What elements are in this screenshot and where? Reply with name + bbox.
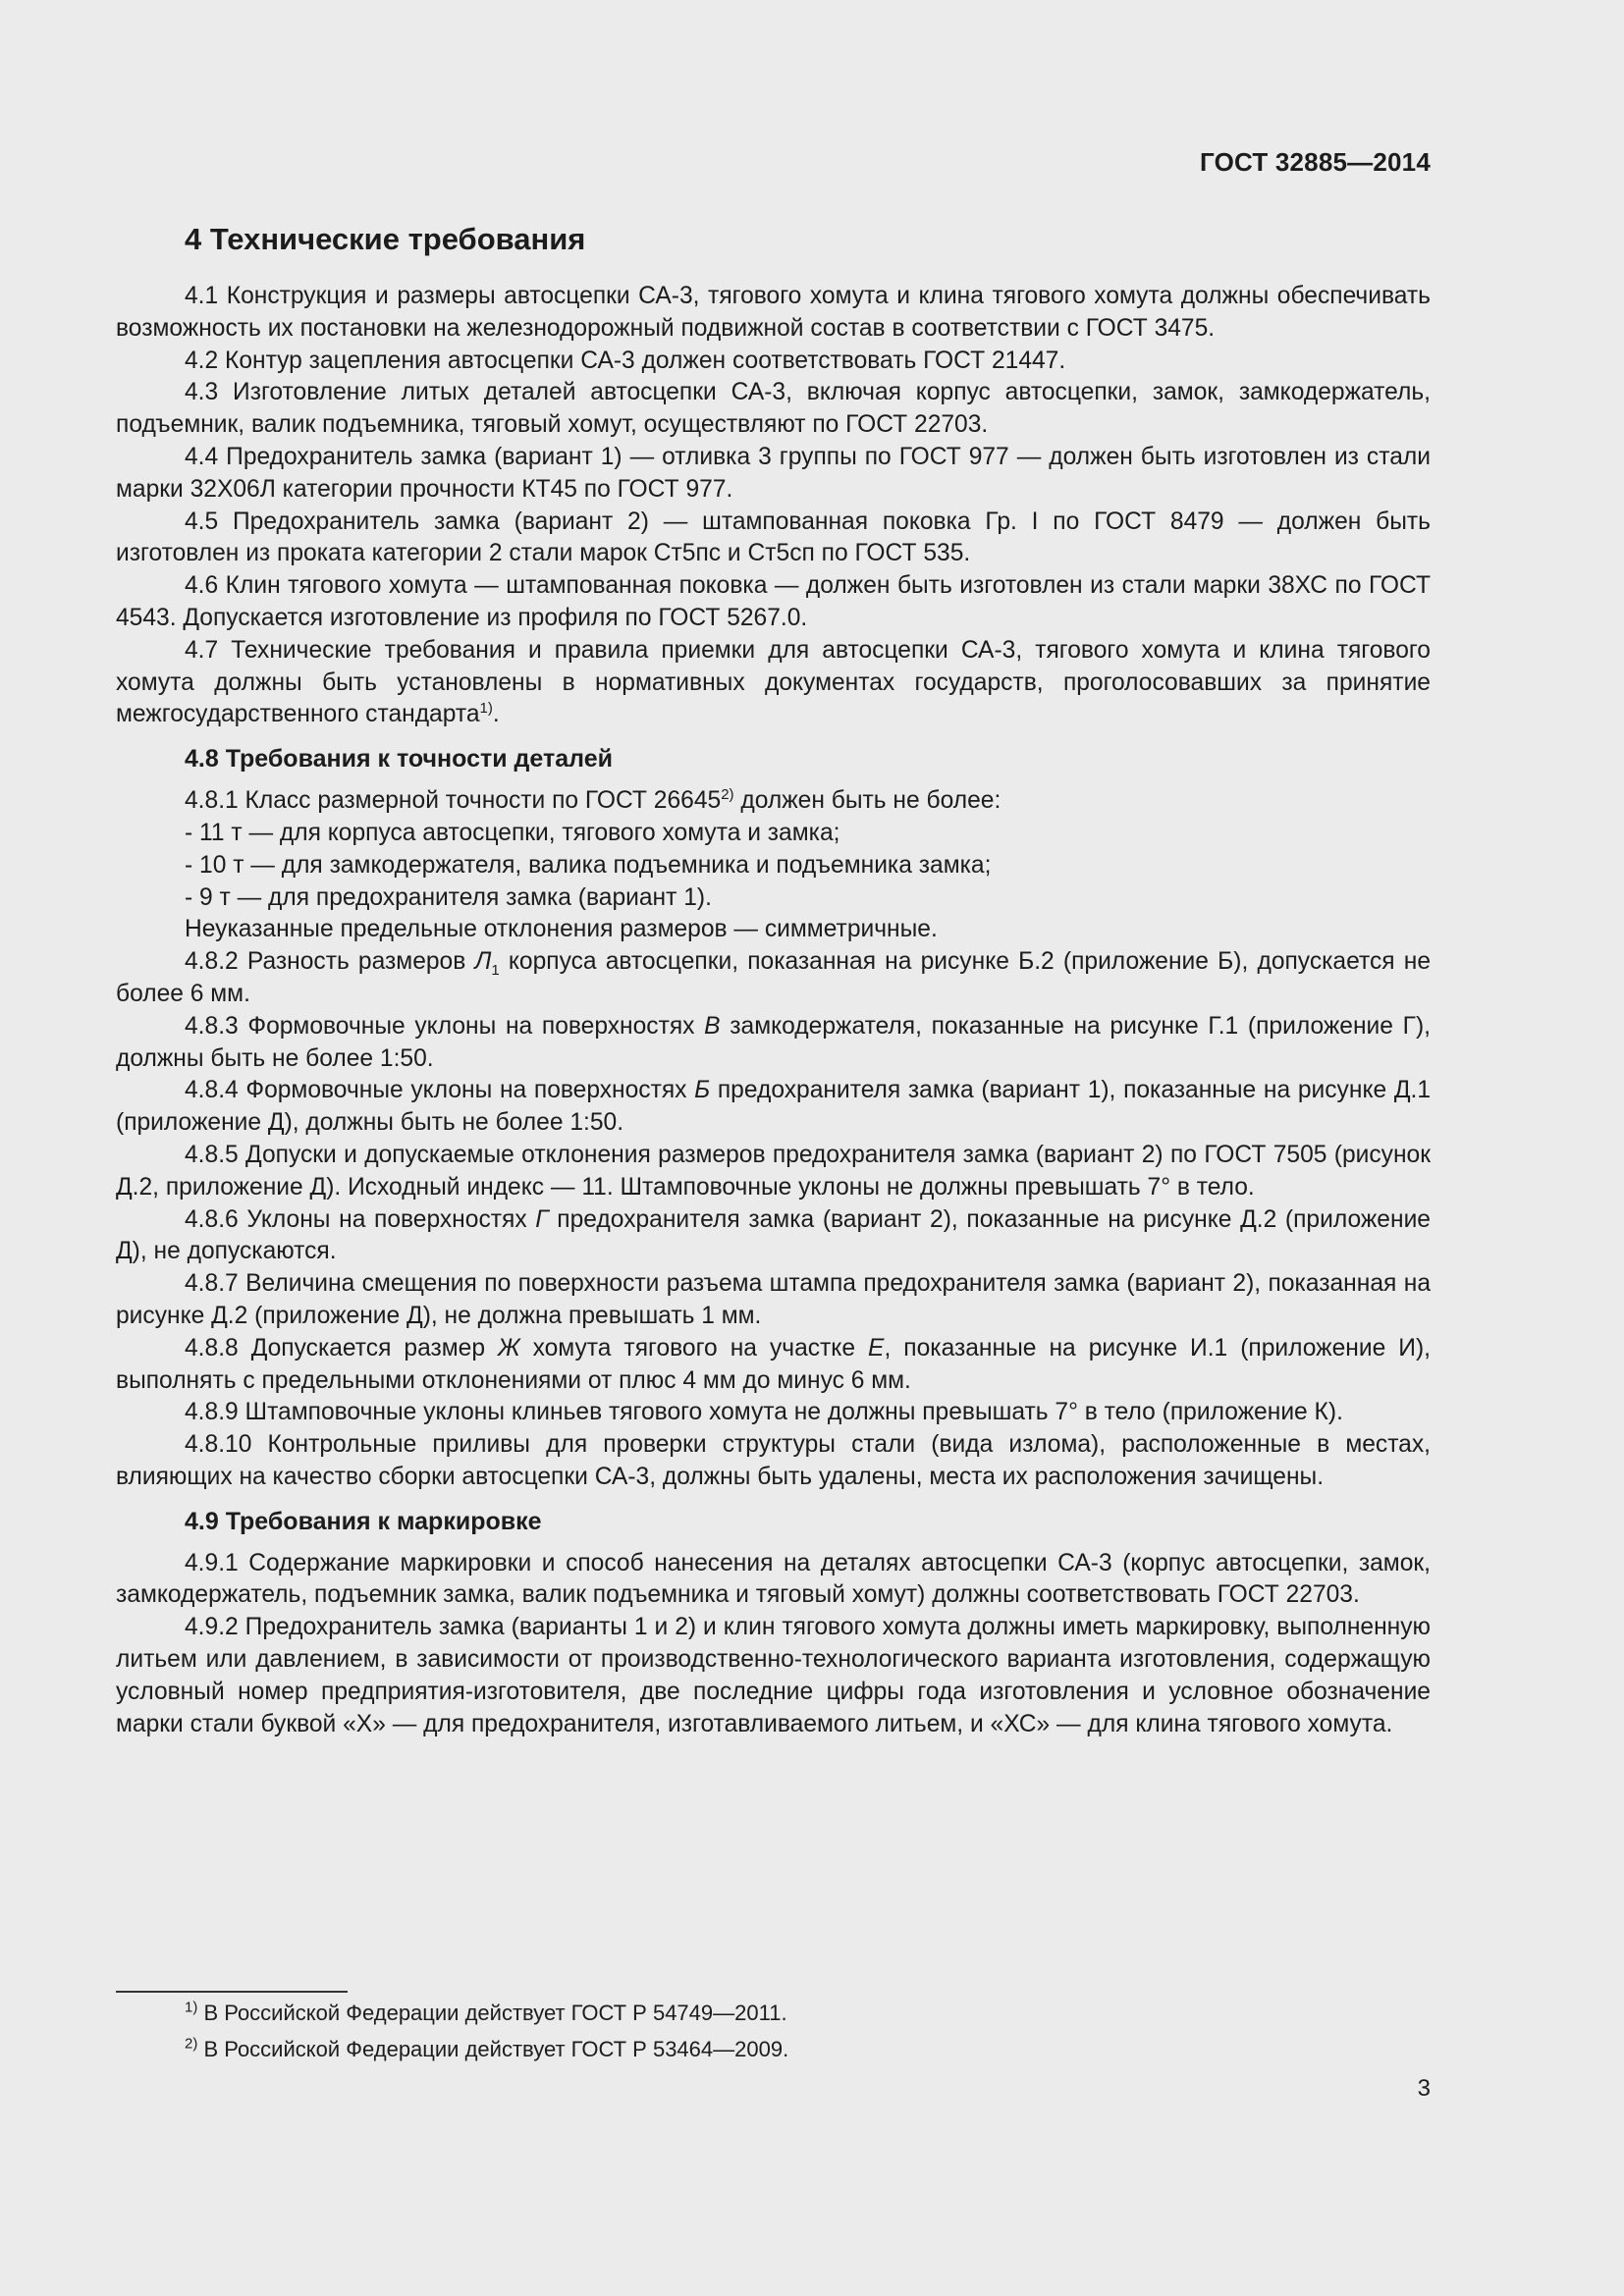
paragraph-4-6: 4.6 Клин тягового хомута — штампованная поковка — должен быть изготовлен из стали марки 38ХС по ГОСТ 4543. Допускается изготовление из профиля по ГОСТ 5267.0. <box>116 572 1431 631</box>
section-title: 4 Технические требования <box>185 222 586 256</box>
footnote-ref: 1) <box>479 700 493 718</box>
paragraph-4-8-10: 4.8.10 Контрольные приливы для проверки структуры стали (вида излома), расположенные в местах, влияющих на качество сборки автосцепки СА-3, должны быть удалены, места их расположения зачищены. <box>116 1431 1431 1490</box>
paragraph-4-3: 4.3 Изготовление литых деталей автосцепки СА-3, включая корпус автосцепки, замок, замкодержатель, подъемник, валик подъемника, тяговый хомут, осуществляют по ГОСТ 22703. <box>116 379 1431 439</box>
dimension-variable: Ж <box>498 1334 520 1362</box>
paragraph-4-8-7: 4.8.7 Величина смещения по поверхности разъема штампа предохранителя замка (вариант 2), показанная на рисунке Д.2 (приложение Д), не должна превышать 1 мм. <box>116 1270 1431 1329</box>
page-number: 3 <box>1417 2075 1431 2102</box>
paragraph-4-8-9: 4.8.9 Штамповочные уклоны клиньев тягового хомута не должны превышать 7° в тело (приложение К). <box>185 1399 1343 1426</box>
paragraph-note: Неуказанные предельные отклонения размеров — симметричные. <box>185 916 938 943</box>
paragraph-text: , показанные на рисунке И.1 (приложение И), выполнять с предельными отклонениями от плюс 4 мм до минус 6 мм. <box>116 1334 1431 1394</box>
paragraph-text: предохранителя замка (вариант 2), показанные на рисунке Д.2 (приложение Д), не допускаются. <box>116 1205 1431 1265</box>
dash-item: - 10 т — для замкодержателя, валика подъемника и подъемника замка; <box>185 851 992 879</box>
paragraph-text: 4.8.1 Класс размерной точности по ГОСТ 26645 <box>185 787 722 815</box>
paragraph-text: предохранителя замка (вариант 1), показанные на рисунке Д.1 (приложение Д), должны быть не более 1:50. <box>116 1077 1431 1137</box>
document-id-header: ГОСТ 32885—2014 <box>1200 147 1431 177</box>
footnote-text: В Российской Федерации действует ГОСТ Р 53464—2009. <box>197 2037 789 2061</box>
footnote-mark: 1) <box>185 1999 198 2016</box>
footnote <box>185 2031 1363 2067</box>
paragraph-text: хомута тягового на участке <box>519 1334 869 1362</box>
footnote-ref: 2) <box>721 785 734 803</box>
subsection-title-4-8: 4.8 Требования к точности деталей <box>185 745 613 774</box>
paragraph-4-1: 4.1 Конструкция и размеры автосцепки СА-3, тягового хомута и клина тягового хомута должны обеспечивать возможность их постановки на железнодорожный подвижной состав в соответствии с ГОСТ 3475. <box>116 283 1431 342</box>
paragraph-text: 4.8.2 Разность размеров <box>185 948 475 976</box>
main-content <box>116 220 1431 1740</box>
paragraph-text: 4.8.4 Формовочные уклоны на поверхностях <box>185 1077 695 1104</box>
paragraph-4-8-1 <box>116 785 1431 818</box>
dimension-subscript: 1 <box>491 962 500 980</box>
paragraph-4-9-2: 4.9.2 Предохранитель замка (варианты 1 и 2) и клин тягового хомута должны иметь маркировку, выполненную литьем или давлением, в зависимости от производственно-технологического варианта изготовления, содержащую условный номер предприятия-изготовителя, две последние цифры года изготовления и условное обозначение марки стали буквой «Х» — для предохранителя, изготавливаемого литьем, и «ХС» — для клина тягового хомута. <box>116 1614 1431 1737</box>
paragraph-4-2: 4.2 Контур зацепления автосцепки СА-3 должен соответствовать ГОСТ 21447. <box>185 347 1066 374</box>
footnote <box>185 1995 1363 2031</box>
paragraph-4-8-6 <box>116 1204 1431 1269</box>
paragraph-text: 4.8.6 Уклоны на поверхностях <box>185 1205 536 1233</box>
paragraph-text: корпуса автосцепки, показанная на рисунке Б.2 (приложение Б), допускается не более 6 мм. <box>116 948 1431 1007</box>
paragraph-4-8-2 <box>116 946 1431 1011</box>
paragraph-4-5: 4.5 Предохранитель замка (вариант 2) — штампованная поковка Гр. I по ГОСТ 8479 — должен быть изготовлен из проката категории 2 стали марок Ст5пс и Ст5сп по ГОСТ 535. <box>116 507 1431 567</box>
footnote-mark: 2) <box>185 2035 198 2053</box>
paragraph-4-4: 4.4 Предохранитель замка (вариант 1) — отливка 3 группы по ГОСТ 977 — должен быть изготовлен из стали марки 32Х06Л категории прочности КТ45 по ГОСТ 977. <box>116 443 1431 503</box>
paragraph-4-9-1: 4.9.1 Содержание маркировки и способ нанесения на деталях автосцепки СА-3 (корпус автосцепки, замок, замкодержатель, подъемник замка, валик подъемника и тяговый хомут) должны соответствовать ГОСТ 22703. <box>116 1549 1431 1609</box>
paragraph-end: должен быть не более: <box>733 787 1001 815</box>
footnote-divider <box>116 1991 348 1993</box>
subsection-title-4-9: 4.9 Требования к маркировке <box>185 1507 542 1535</box>
paragraph-text: замкодержателя, показанные на рисунке Г.1 (приложение Г), должны быть не более 1:50. <box>116 1012 1431 1072</box>
paragraph-text: 4.7 Технические требования и правила приемки для автосцепки СА-3, тягового хомута и клина тягового хомута должны быть установлены в нормативных документах государств, проголосовавших за принятие межгосударственного стандарта <box>116 636 1431 728</box>
paragraph-4-7 <box>116 635 1431 731</box>
paragraph-4-8-5: 4.8.5 Допуски и допускаемые отклонения размеров предохранителя замка (вариант 2) по ГОСТ 7505 (рисунок Д.2, приложение Д). Исходный индекс — 11. Штамповочные уклоны не должны превышать 7° в тело. <box>116 1141 1431 1201</box>
paragraph-4-8-4 <box>116 1075 1431 1140</box>
paragraph-4-8-3 <box>116 1011 1431 1076</box>
footnote-text: В Российской Федерации действует ГОСТ Р 54749—2011. <box>197 2001 787 2025</box>
section-variable: Е <box>868 1334 885 1362</box>
paragraph-text: 4.8.3 Формовочные уклоны на поверхностях <box>185 1012 705 1040</box>
surface-variable: В <box>704 1012 721 1040</box>
dimension-variable: Л <box>474 948 492 976</box>
surface-variable: Г <box>535 1205 549 1233</box>
surface-variable: Б <box>694 1077 711 1104</box>
paragraph-end: . <box>492 701 500 728</box>
footnotes <box>185 1995 1363 2067</box>
dash-item: - 11 т — для корпуса автосцепки, тягового хомута и замка; <box>185 819 840 846</box>
paragraph-4-8-8 <box>116 1333 1431 1398</box>
dash-item: - 9 т — для предохранителя замка (вариант 1). <box>185 883 712 911</box>
paragraph-text: 4.8.8 Допускается размер <box>185 1334 499 1362</box>
